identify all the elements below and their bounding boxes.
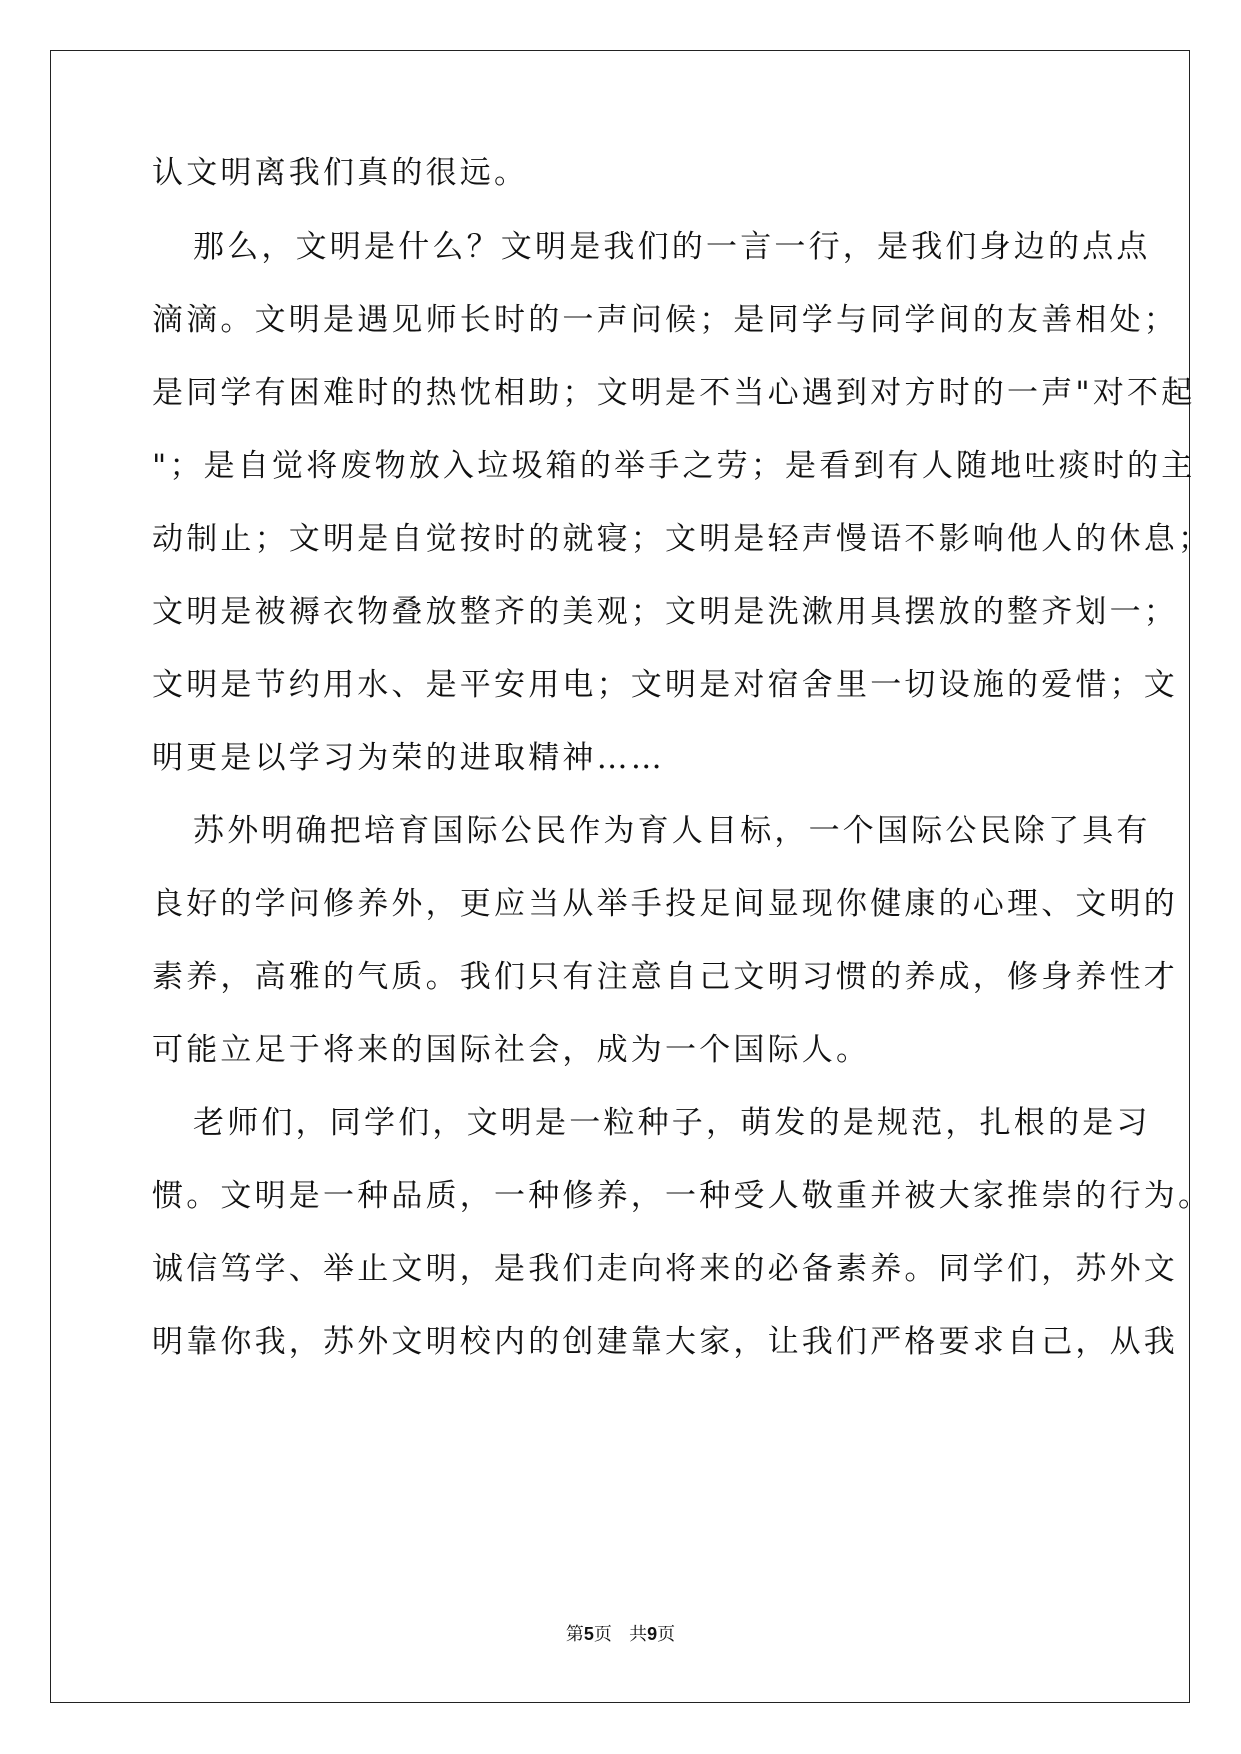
page-number: 5: [583, 1624, 594, 1644]
text-line: 动制止；文明是自觉按时的就寝；文明是轻声慢语不影响他人的休息；: [152, 521, 1213, 557]
text-line: 认文明离我们真的很远。: [152, 155, 529, 191]
text-line: "；是自觉将废物放入垃圾箱的举手之劳；是看到有人随地吐痰时的主: [152, 448, 1196, 484]
page-border: [50, 50, 1190, 1703]
text-line: 惯。文明是一种品质，一种修养，一种受人敬重并被大家推崇的行为。: [152, 1178, 1213, 1214]
text-line: 明靠你我，苏外文明校内的创建靠大家，让我们严格要求自己，从我: [152, 1324, 1178, 1360]
text-line: 是同学有困难时的热忱相助；文明是不当心遇到对方时的一声"对不起: [152, 375, 1196, 411]
total-pages: 9: [647, 1624, 658, 1644]
page-footer: [0, 1622, 1241, 1647]
text-line: 可能立足于将来的国际社会，成为一个国际人。: [152, 1032, 871, 1068]
page-prefix: 第: [565, 1624, 584, 1645]
text-line: 良好的学问修养外，更应当从举手投足间显现你健康的心理、文明的: [152, 886, 1178, 922]
text-line: 明更是以学习为荣的进取精神……: [152, 740, 665, 776]
text-line: 文明是节约用水、是平安用电；文明是对宿舍里一切设施的爱惜；文: [152, 667, 1178, 703]
paragraph-first-line: 那么，文明是什么？文明是我们的一言一行，是我们身边的点点: [193, 229, 1151, 265]
text-line: 诚信笃学、举止文明，是我们走向将来的必备素养。同学们，苏外文: [152, 1251, 1178, 1287]
text-line: 素养，高雅的气质。我们只有注意自己文明习惯的养成，修身养性才: [152, 959, 1178, 995]
footer-separator: [612, 1624, 629, 1645]
total-prefix: 共: [629, 1624, 648, 1645]
total-suffix: 页: [657, 1624, 676, 1645]
paragraph-first-line: 苏外明确把培育国际公民作为育人目标，一个国际公民除了具有: [193, 813, 1151, 849]
text-line: 文明是被褥衣物叠放整齐的美观；文明是洗漱用具摆放的整齐划一；: [152, 594, 1178, 630]
page-suffix: 页: [593, 1624, 612, 1645]
text-line: 滴滴。文明是遇见师长时的一声问候；是同学与同学间的友善相处；: [152, 302, 1178, 338]
paragraph-first-line: 老师们，同学们，文明是一粒种子，萌发的是规范，扎根的是习: [193, 1105, 1151, 1141]
